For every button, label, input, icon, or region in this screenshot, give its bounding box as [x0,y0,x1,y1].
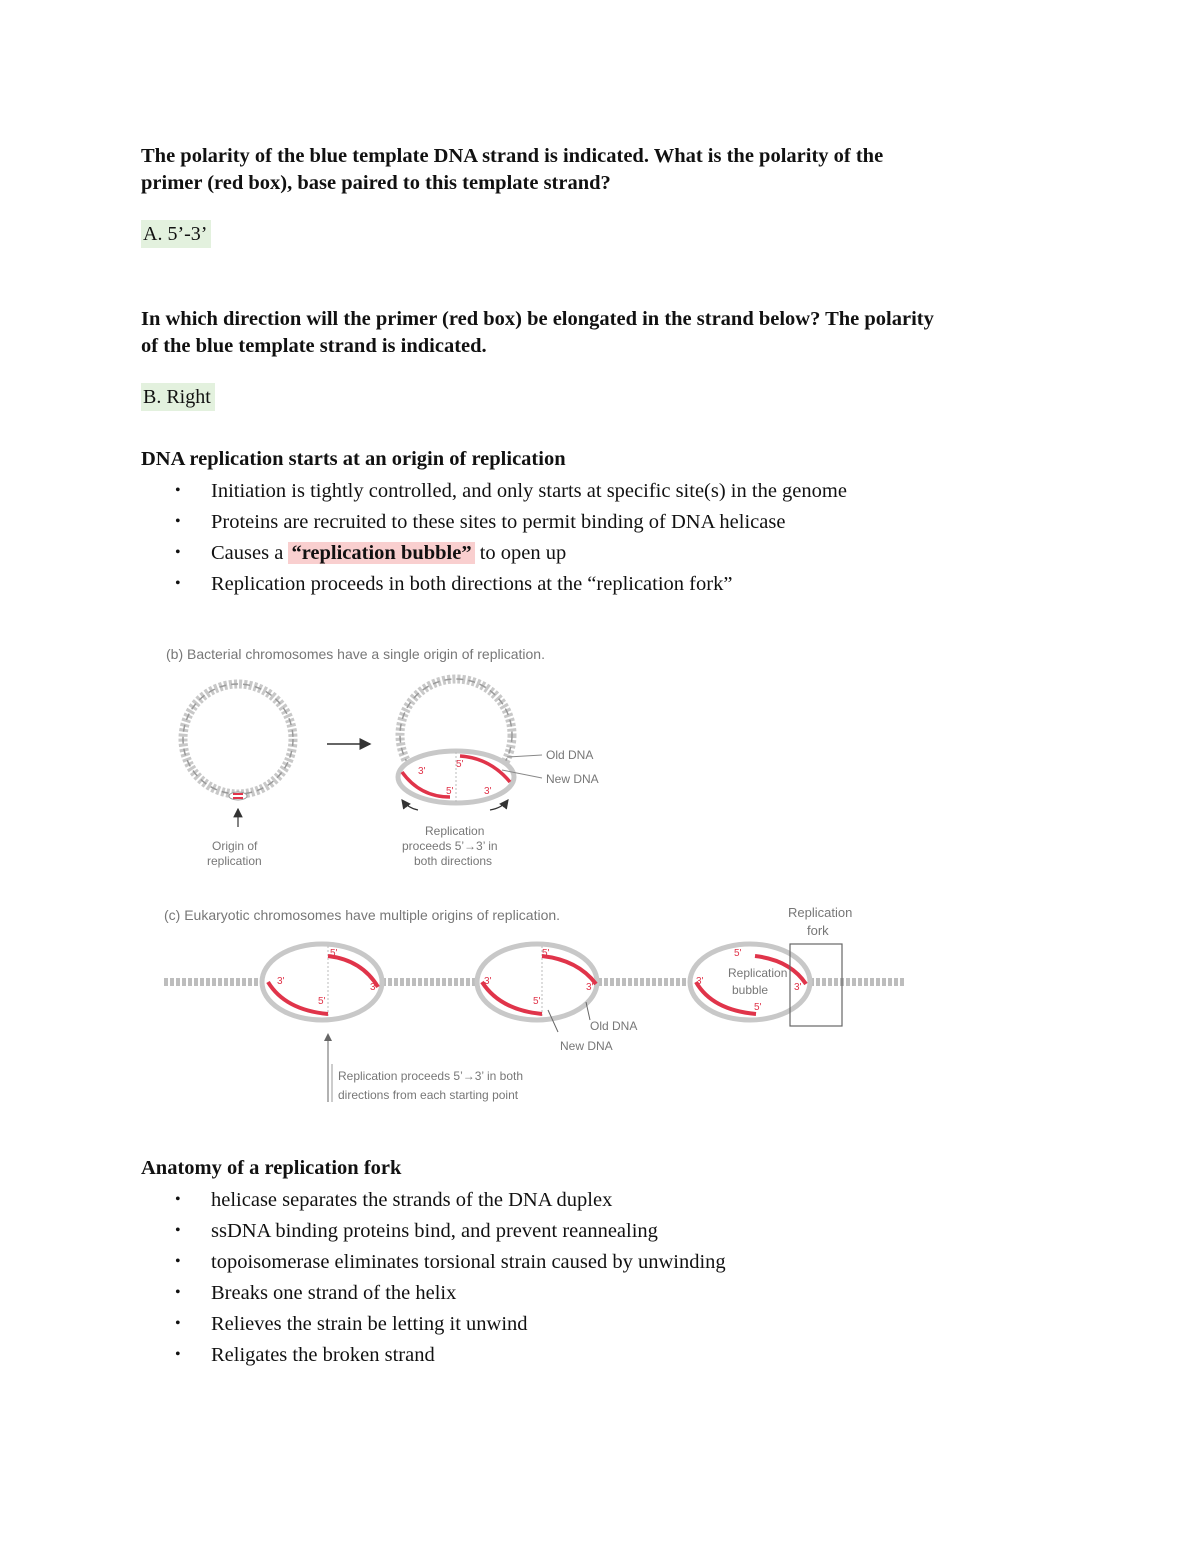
five-prime-label: 5' [754,1002,762,1013]
five-prime-label: 5' [533,996,541,1007]
three-prime-label: 3' [696,976,704,987]
five-prime-label: 5' [734,948,742,959]
replication-bubble-c [477,944,597,1020]
list-item: • Replication proceeds in both directions at the “replication fork” [141,570,847,601]
figure-b-caption: (b) Bacterial chromosomes have a single origin of replication. [166,646,545,662]
three-prime-label: 3' [370,982,378,993]
bullet-icon: • [175,1191,181,1208]
origin-heading: DNA replication starts at an origin of replication [141,448,566,470]
c-replication-label-line-1: Replication proceeds 5’→3’ in both [338,1069,523,1083]
replication-bubble-c [690,944,810,1020]
list-item: • Relieves the strain be letting it unwind [141,1310,726,1341]
list-item: • Causes a “replication bubble” to open up [141,539,847,570]
bullet-icon: • [175,1222,181,1239]
fork-bullet-list [141,1186,726,1372]
fork-heading: Anatomy of a replication fork [141,1157,402,1179]
bullet-icon: • [175,1315,181,1332]
bullet-icon: • [175,1284,181,1301]
right-direction-arrow [490,800,508,810]
three-prime-label: 3' [484,786,492,797]
bullet-icon: • [175,544,181,561]
bullet-icon: • [175,1346,181,1363]
left-direction-arrow [402,800,418,810]
bullet-icon: • [175,1253,181,1270]
c-new-dna-label: New DNA [560,1039,613,1053]
bubble-label-line-1: Replication [728,966,788,980]
replication-bubble-highlight: “replication bubble” [288,542,474,564]
answer-1: A. 5’-3’ [141,220,211,248]
list-item: • helicase separates the strands of the DNA duplex [141,1186,726,1217]
list-item: • ssDNA binding proteins bind, and prevent reannealing [141,1217,726,1248]
five-prime-label: 5' [542,948,550,959]
list-item: • Proteins are recruited to these sites to permit binding of DNA helicase [141,508,847,539]
new-dna-label: New DNA [546,772,599,786]
replication-label-line-1: Replication [425,824,485,838]
bullet-icon: • [175,513,181,530]
bubble-label-line-2: bubble [732,983,769,997]
fork-label-line-2: fork [807,923,829,938]
question-2 [141,306,934,360]
bullet-icon: • [175,482,181,499]
fork-label-line-1: Replication [788,905,853,920]
list-item: • topoisomerase eliminates torsional strain caused by unwinding [141,1248,726,1279]
c-old-dna-label: Old DNA [590,1019,638,1033]
origin-label-line-1: Origin of [212,839,258,853]
list-item: • Breaks one strand of the helix [141,1279,726,1310]
question-2-line-2: of the blue template strand is indicated. [141,335,487,357]
origin-label-line-2: replication [207,854,262,868]
c-replication-label-line-2: directions from each starting point [338,1088,519,1102]
replication-label-line-3: both directions [414,854,493,868]
five-prime-label: 5' [456,759,464,770]
old-dna-label: Old DNA [546,748,594,762]
question-1 [141,143,883,197]
list-item: • Initiation is tightly controlled, and only starts at specific site(s) in the genome [141,477,847,508]
three-prime-label: 3' [418,766,426,777]
three-prime-label: 3' [586,982,594,993]
five-prime-label: 5' [446,786,454,797]
replication-label-line-2: proceeds 5’→3’ in [402,839,498,853]
three-prime-label: 3' [794,982,802,993]
five-prime-label: 5' [318,996,326,1007]
replication-diagram [150,632,920,1112]
list-item: • Religates the broken strand [141,1341,726,1372]
answer-2: B. Right [141,383,215,411]
question-2-line-1: In which direction will the primer (red box) be elongated in the strand below? The polarity [141,308,934,330]
replication-figure [150,632,920,1112]
five-prime-label: 5' [330,948,338,959]
origin-bullet-list [141,477,847,601]
question-1-line-1: The polarity of the blue template DNA strand is indicated. What is the polarity of the [141,145,884,167]
question-1-line-2: primer (red box), base paired to this template strand? [141,172,611,194]
three-prime-label: 3' [484,976,492,987]
figure-c-caption: (c) Eukaryotic chromosomes have multiple origins of replication. [164,907,561,923]
three-prime-label: 3' [277,976,285,987]
bullet-icon: • [175,575,181,592]
